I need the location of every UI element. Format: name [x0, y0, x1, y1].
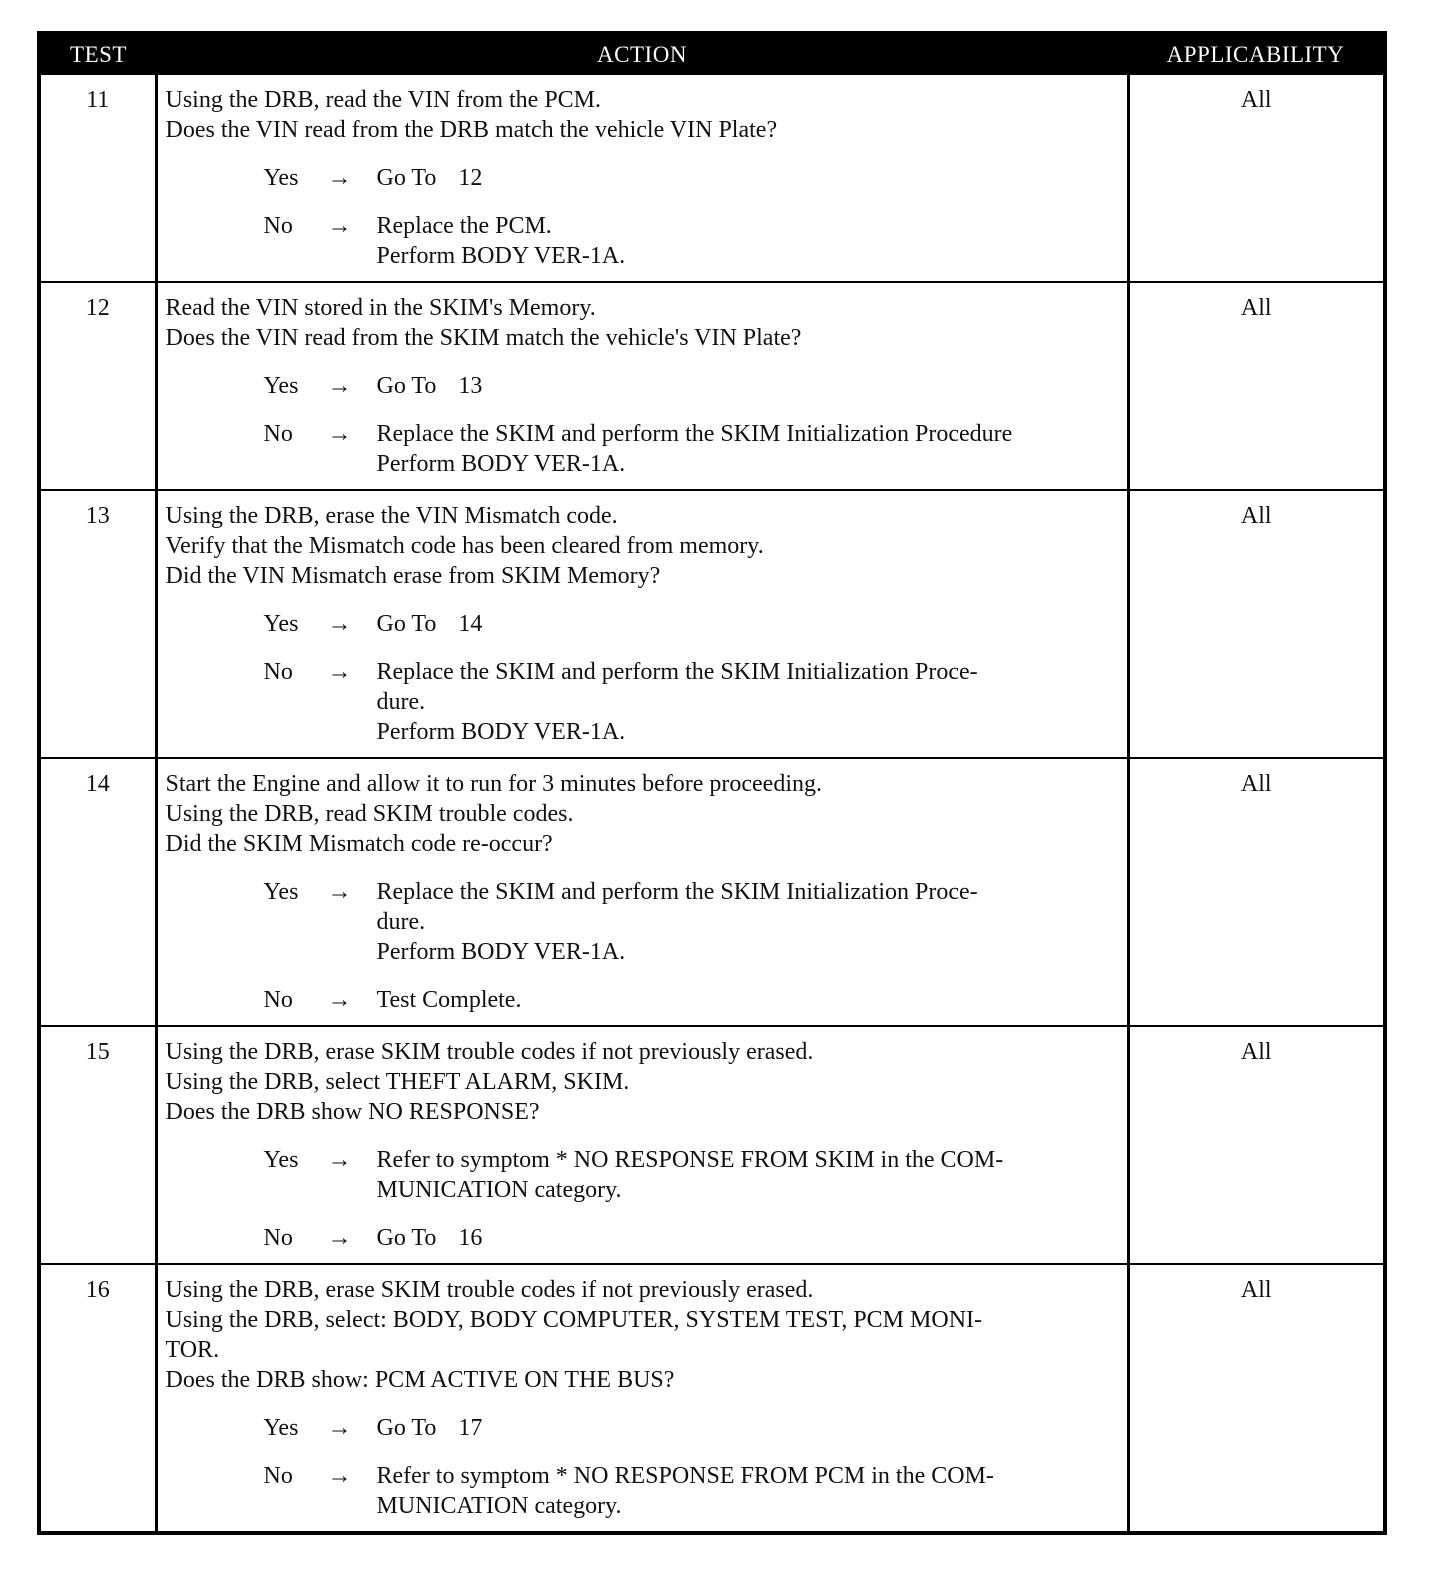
- right-arrow-icon: →: [327, 659, 352, 685]
- goto-line: [377, 371, 1119, 401]
- action-instruction: Using the DRB, select THEFT ALARM, SKIM.: [165, 1069, 630, 1095]
- test-number: 12: [39, 282, 156, 490]
- table-row: [39, 490, 1385, 758]
- yes-result: [377, 609, 1119, 639]
- action-instruction: Using the DRB, read the VIN from the PCM.: [165, 87, 602, 113]
- no-outcome: [264, 1223, 1119, 1253]
- result-line: Refer to symptom * NO RESPONSE FROM PCM in the COM-: [376, 1463, 994, 1489]
- yes-result: [377, 1145, 1119, 1205]
- yes-result: [377, 1413, 1119, 1443]
- table-row: [39, 1264, 1385, 1533]
- no-label: No: [263, 1225, 293, 1251]
- no-result: [377, 419, 1119, 479]
- action-instruction: Does the VIN read from the SKIM match the vehicle's VIN Plate?: [165, 325, 802, 351]
- yes-result: [377, 877, 1119, 967]
- right-arrow-icon: →: [327, 879, 352, 905]
- result-line: Replace the SKIM and perform the SKIM Initialization Proce-: [376, 879, 978, 905]
- action-cell: [156, 758, 1128, 1026]
- applicability-value: All: [1128, 1264, 1385, 1533]
- diagnostic-test-table: [37, 31, 1387, 1535]
- action-instruction: Did the SKIM Mismatch code re-occur?: [165, 831, 553, 857]
- result-line: Perform BODY VER-1A.: [376, 939, 626, 965]
- right-arrow-icon: →: [327, 1147, 352, 1173]
- no-result: [377, 1461, 1119, 1521]
- action-instruction: Start the Engine and allow it to run for 3 minutes before proceeding.: [165, 771, 822, 797]
- no-outcome: [264, 985, 1119, 1015]
- right-arrow-icon: →: [327, 1415, 352, 1441]
- header-test: TEST: [39, 33, 156, 75]
- action-instruction: Does the DRB show NO RESPONSE?: [165, 1099, 540, 1125]
- yes-label: Yes: [263, 1147, 299, 1173]
- applicability-value: All: [1128, 1026, 1385, 1264]
- yes-outcome: [264, 163, 1119, 193]
- yes-outcome: [264, 371, 1119, 401]
- action-instruction: Did the VIN Mismatch erase from SKIM Memory?: [165, 563, 661, 589]
- result-line: Perform BODY VER-1A.: [376, 451, 626, 477]
- goto-text: Go To: [376, 1415, 437, 1441]
- result-line: Test Complete.: [376, 987, 522, 1013]
- no-outcome: [264, 657, 1119, 747]
- applicability-value: All: [1128, 490, 1385, 758]
- table-row: [39, 282, 1385, 490]
- action-instruction: Using the DRB, erase SKIM trouble codes if not previously erased.: [165, 1039, 814, 1065]
- applicability-value: All: [1128, 758, 1385, 1026]
- no-label: No: [263, 1463, 293, 1489]
- test-number: 14: [39, 758, 156, 1026]
- applicability-value: All: [1128, 282, 1385, 490]
- action-cell: [156, 490, 1128, 758]
- right-arrow-icon: →: [327, 1463, 352, 1489]
- right-arrow-icon: →: [327, 611, 352, 637]
- no-result: [377, 211, 1119, 271]
- right-arrow-icon: →: [327, 1225, 352, 1251]
- result-line: MUNICATION category.: [376, 1177, 622, 1203]
- goto-test-number: 17: [458, 1415, 483, 1441]
- goto-test-number: 13: [458, 373, 483, 399]
- yes-outcome: [264, 877, 1119, 967]
- diagnostic-table-wrapper: [37, 31, 1383, 1535]
- yes-label: Yes: [263, 611, 299, 637]
- result-line: MUNICATION category.: [376, 1493, 622, 1519]
- goto-text: Go To: [376, 1225, 437, 1251]
- goto-test-number: 12: [458, 165, 483, 191]
- goto-line: [377, 1223, 1119, 1253]
- action-instruction: Using the DRB, read SKIM trouble codes.: [165, 801, 574, 827]
- goto-test-number: 16: [458, 1225, 483, 1251]
- result-line: Perform BODY VER-1A.: [376, 243, 626, 269]
- applicability-value: All: [1128, 75, 1385, 282]
- action-instruction: Using the DRB, erase the VIN Mismatch code.: [165, 503, 618, 529]
- yes-outcome: [264, 609, 1119, 639]
- yes-label: Yes: [263, 165, 299, 191]
- yes-result: [377, 163, 1119, 193]
- action-cell: [156, 1026, 1128, 1264]
- no-label: No: [263, 213, 293, 239]
- right-arrow-icon: →: [327, 165, 352, 191]
- no-result: [377, 985, 1119, 1015]
- action-instruction: Using the DRB, erase SKIM trouble codes if not previously erased.: [165, 1277, 814, 1303]
- action-instruction: Read the VIN stored in the SKIM's Memory.: [165, 295, 596, 321]
- yes-result: [377, 371, 1119, 401]
- action-instruction: Does the VIN read from the DRB match the vehicle VIN Plate?: [165, 117, 778, 143]
- test-number: 11: [39, 75, 156, 282]
- goto-test-number: 14: [458, 611, 483, 637]
- no-label: No: [263, 421, 293, 447]
- no-result: [377, 1223, 1119, 1253]
- goto-text: Go To: [376, 165, 437, 191]
- test-number: 13: [39, 490, 156, 758]
- right-arrow-icon: →: [327, 213, 352, 239]
- right-arrow-icon: →: [327, 373, 352, 399]
- goto-text: Go To: [376, 373, 437, 399]
- result-line: dure.: [376, 909, 426, 935]
- action-cell: [156, 282, 1128, 490]
- header-action: ACTION: [156, 33, 1128, 75]
- no-outcome: [264, 1461, 1119, 1521]
- no-result: [377, 657, 1119, 747]
- no-outcome: [264, 211, 1119, 271]
- result-line: Refer to symptom * NO RESPONSE FROM SKIM in the COM-: [376, 1147, 1004, 1173]
- table-body: [39, 75, 1385, 1533]
- test-number: 16: [39, 1264, 156, 1533]
- table-header: [39, 33, 1385, 75]
- action-instruction: Using the DRB, select: BODY, BODY COMPUTER, SYSTEM TEST, PCM MONI-: [165, 1307, 983, 1333]
- yes-label: Yes: [263, 373, 299, 399]
- table-row: [39, 1026, 1385, 1264]
- yes-outcome: [264, 1413, 1119, 1443]
- table-row: [39, 758, 1385, 1026]
- yes-label: Yes: [263, 1415, 299, 1441]
- action-cell: [156, 1264, 1128, 1533]
- goto-line: [377, 163, 1119, 193]
- result-line: Replace the PCM.: [376, 213, 552, 239]
- result-line: Replace the SKIM and perform the SKIM Initialization Procedure: [376, 421, 1013, 447]
- right-arrow-icon: →: [327, 421, 352, 447]
- action-instruction: Does the DRB show: PCM ACTIVE ON THE BUS?: [165, 1367, 675, 1393]
- result-line: Perform BODY VER-1A.: [376, 719, 626, 745]
- yes-label: Yes: [263, 879, 299, 905]
- yes-outcome: [264, 1145, 1119, 1205]
- goto-line: [377, 1413, 1119, 1443]
- no-label: No: [263, 987, 293, 1013]
- goto-line: [377, 609, 1119, 639]
- header-applicability: APPLICABILITY: [1128, 33, 1385, 75]
- header-row: [39, 33, 1385, 75]
- no-label: No: [263, 659, 293, 685]
- right-arrow-icon: →: [327, 987, 352, 1013]
- goto-text: Go To: [376, 611, 437, 637]
- table-row: [39, 75, 1385, 282]
- result-line: dure.: [376, 689, 426, 715]
- no-outcome: [264, 419, 1119, 479]
- action-cell: [156, 75, 1128, 282]
- result-line: Replace the SKIM and perform the SKIM Initialization Proce-: [376, 659, 978, 685]
- test-number: 15: [39, 1026, 156, 1264]
- action-instruction: TOR.: [165, 1337, 220, 1363]
- action-instruction: Verify that the Mismatch code has been cleared from memory.: [165, 533, 764, 559]
